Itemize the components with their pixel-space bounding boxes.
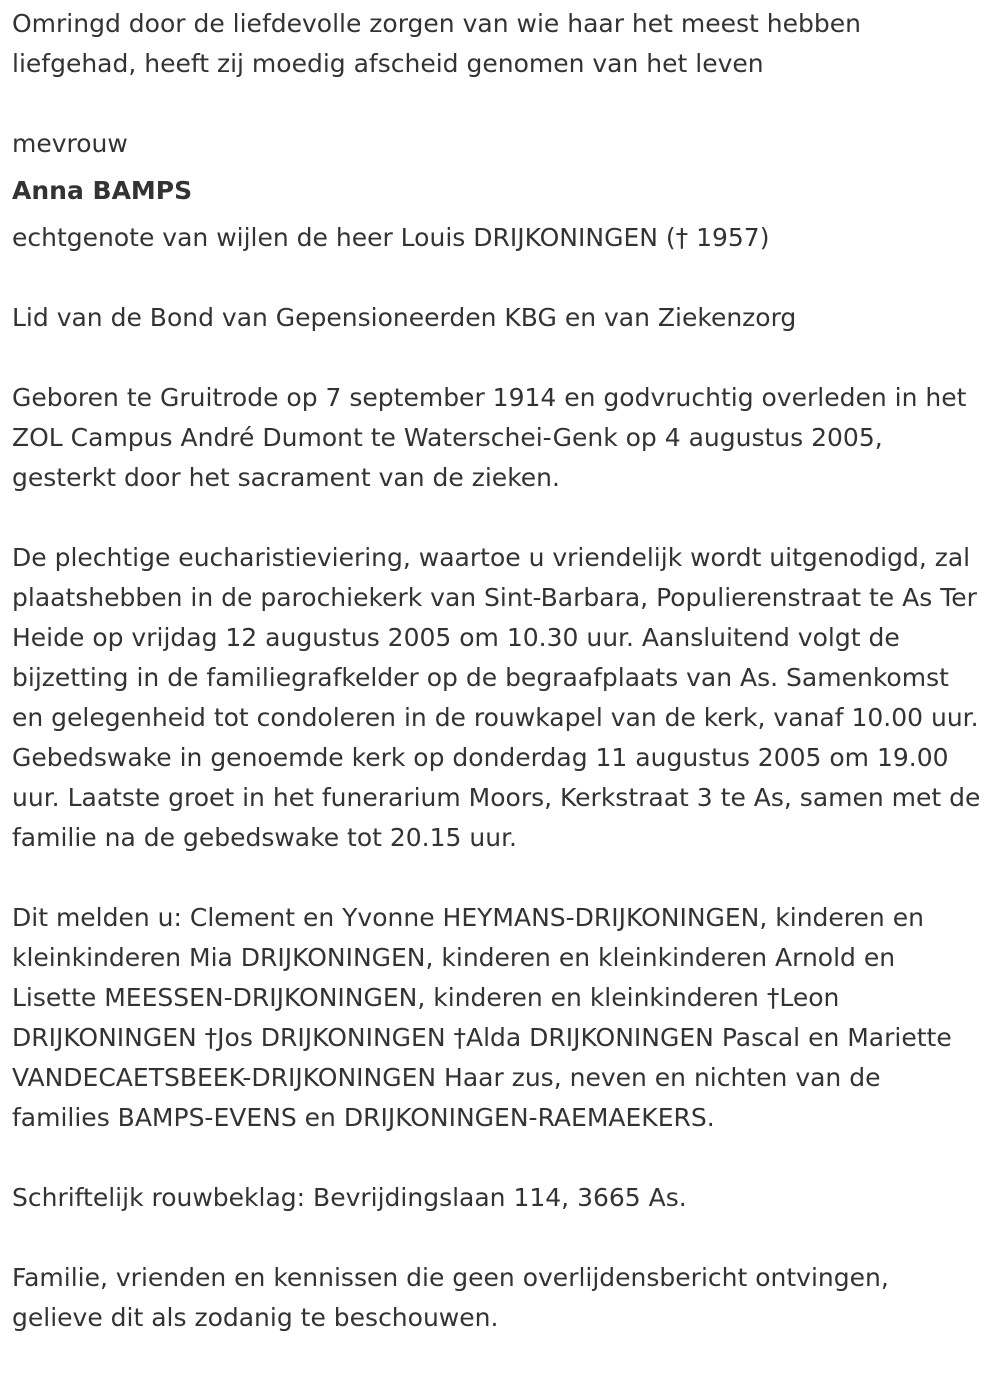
- deceased-name: Anna BAMPS: [12, 176, 193, 205]
- membership-line: Lid van de Bond van Gepensioneerden KBG en van Ziekenzorg: [12, 303, 797, 332]
- family-paragraph: Dit melden u: Clement en Yvonne HEYMANS-DRIJKONINGEN, kinderen en kleinkinderen Mia DRIJKONINGEN, kinderen en kleinkinderen Arnold en Lisette MEESSEN-DRIJKONINGEN, kinderen en kleinkinderen †Leon DRIJKONINGEN †Jos DRIJKONINGEN †Alda DRIJKONINGEN Pascal en Mariette VANDECAETSBEEK-DRIJKONINGEN Haar zus, neven en nichten van de families BAMPS-EVENS en DRIJKONINGEN-RAEMAEKERS.: [12, 903, 952, 1132]
- intro-paragraph: Omringd door de liefdevolle zorgen van wie haar het meest hebben liefgehad, heeft zij moedig afscheid genomen van het leven: [12, 9, 861, 78]
- service-paragraph: De plechtige eucharistieviering, waartoe u vriendelijk wordt uitgenodigd, zal plaatshebben in de parochiekerk van Sint-Barbara, Populierenstraat te As Ter Heide op vrijdag 12 augustus 2005 om 10.30 uur. Aansluitend volgt de bijzetting in de familiegrafkelder op de begraafplaats van As. Samenkomst en gelegenheid tot condoleren in de rouwkapel van de kerk, vanaf 10.00 uur. Gebedswake in genoemde kerk op donderdag 11 augustus 2005 om 19.00 uur. Laatste groet in het funerarium Moors, Kerkstraat 3 te As, samen met de familie na de gebedswake tot 20.15 uur.: [12, 543, 981, 852]
- written-condolences-line: Schriftelijk rouwbeklag: Bevrijdingslaan 114, 3665 As.: [12, 1183, 687, 1212]
- birth-death-paragraph: Geboren te Gruitrode op 7 september 1914 en godvruchtig overleden in het ZOL Campus André Dumont te Waterschei-Genk op 4 augustus 2005, gesterkt door het sacrament van de zieken.: [12, 383, 967, 492]
- salutation: mevrouw: [12, 129, 128, 158]
- spouse-line: echtgenote van wijlen de heer Louis DRIJKONINGEN († 1957): [12, 223, 770, 252]
- closing-notice-paragraph: Familie, vrienden en kennissen die geen overlijdensbericht ontvingen, gelieve dit als zodanig te beschouwen.: [12, 1263, 889, 1332]
